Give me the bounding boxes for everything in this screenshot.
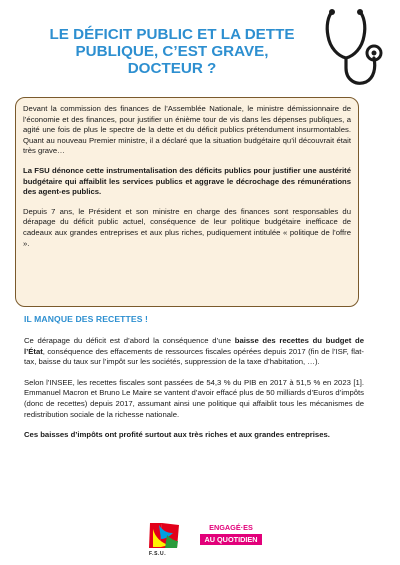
body-paragraph-1-pre: Ce dérapage du déficit est d’abord la conséquence d’une (24, 336, 235, 345)
stethoscope-icon (320, 6, 386, 94)
title-line-3: DOCTEUR ? (127, 60, 217, 77)
title-line-2: PUBLIQUE, C’EST GRAVE, (75, 43, 269, 60)
title-line-1: LE DÉFICIT PUBLIC ET LA DETTE (49, 26, 295, 43)
body-paragraph-1-bold: baisse des recettes du budget de l’État (24, 336, 364, 356)
callout-paragraph-1: Devant la commission des finances de l’Assemblée Nationale, le ministre démissionnaire de l’économie et des finances, pour justifier un énième tour de vis dans les dépenses publiques, a agité une fois de plus le spectre de la dette et du déficit publics prétendument insurmontables. Quant au nouveau Premier ministre, il a déclaré que la situation budgétaire qu’il découvrait était très grave… (23, 104, 351, 156)
section-heading: IL MANQUE DES RECETTES ! (24, 314, 148, 324)
fsu-logo-text: F.S.U. (149, 551, 167, 557)
body-paragraph-1-post: , conséquence des effacements de ressources fiscales opérées depuis 2017 (fin de l’ISF, flat-tax, baisse du taux sur l’impôt sur les sociétés, suppression de la taxe d’habitation, …). (24, 346, 364, 367)
footer (147, 521, 277, 559)
tagline (185, 523, 277, 545)
body-paragraph-2: Selon l’INSEE, les recettes fiscales sont passées de 54,3 % du PIB en 2017 à 51,5 % en 2023 [1]. Emmanuel Macron et Bruno Le Maire se vantent d’avoir effacé plus de 50 milliards d’Euros d’impôts (donc de recettes) depuis 2017, assumant ainsi une politique qui affaiblit tous les mécanismes de redistribution sociale de la richesse nationale. (24, 377, 364, 419)
body-text (24, 336, 364, 451)
body-paragraph-1 (24, 336, 364, 368)
tagline-line-2: AU QUOTIDIEN (200, 534, 261, 546)
page-title (22, 26, 322, 77)
callout-paragraph-3: Depuis 7 ans, le Président et son ministre en charge des finances sont responsables du dérapage du déficit public actuel, conséquence de leur politique budgétaire inefficace de cadeaux aux grandes entreprises et aux plus riches, pudiquement intitulée « politique de l’offre ». (23, 206, 351, 248)
callout-paragraph-2: La FSU dénonce cette instrumentalisation des déficits publics pour justifier une austérité budgétaire qui affaiblit les services publics et aggrave le décrochage des rémunérations des agent-es publics. (23, 165, 351, 197)
body-paragraph-3: Ces baisses d’impôts ont profité surtout aux très riches et aux grandes entreprises. (24, 430, 330, 440)
tagline-line-1: ENGAGÉ·ES (209, 523, 253, 532)
intro-callout (15, 97, 359, 307)
